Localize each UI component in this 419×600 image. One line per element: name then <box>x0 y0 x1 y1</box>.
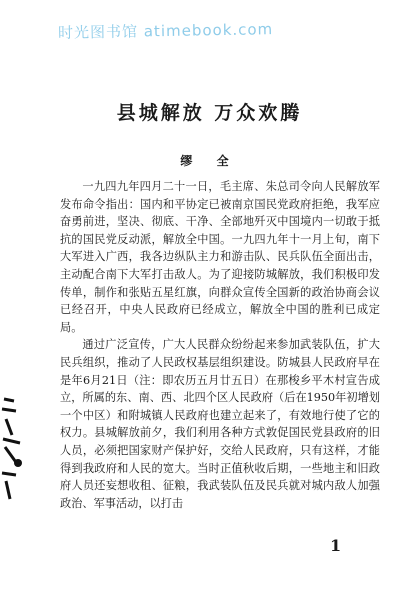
paragraph: 一九四九年四月二十一日，毛主席、朱总司令向人民解放军发布命令指出：国内和平协定已被南京国民党政府拒绝，我军应奋勇前进，坚决、彻底、干净、全部地歼灭中国境内一切敢于抵抗的国民党反动派，解放全中国。一九四九年十一月上旬，南下大军进入广西，我各边纵队主力和游击队、民兵队伍全面出击，主动配合南下大军打击敌人。为了迎接防城解放，我们积极印发传单，制作和张贴五星红旗，向群众宣传全国新的政治协商会议已经召开，中央人民政府已经成立，解放全中国的胜利已成定局。 <box>60 180 380 334</box>
page-title: 县城解放 万众欢腾 <box>116 102 303 124</box>
article-body <box>60 178 380 512</box>
scan-artifact <box>0 395 26 505</box>
paragraph: 通过广泛宣传，广大人民群众纷纷起来参加武装队伍，扩大民兵组织，推动了人民政权基层组织建设。防城县人民政府早在是年6月21日（注：即农历五月廿五日）在那梭乡平木村宣告成立，所属的东、南、西、北四个区人民政府（后在1950年初增划一个中区）和附城镇人民政府也建立起来了，有效地行使了它的权力。县城解放前夕，我们利用各种方式敦促国民党县政府的旧人员，必须把国家财产保护好，交给人民政府，只有这样，才能得到我政府和人民的宽大。当时正值秋收后期，一些地主和旧政府人员还妄想收租、征粮，我武装队伍及民兵就对城内敌人加强政治、军事活动，以打击 <box>60 338 380 510</box>
author-name: 缪 全 <box>180 154 239 168</box>
watermark: 时光图书馆 atimebook.com <box>57 20 274 42</box>
page-number: 1 <box>330 536 342 555</box>
